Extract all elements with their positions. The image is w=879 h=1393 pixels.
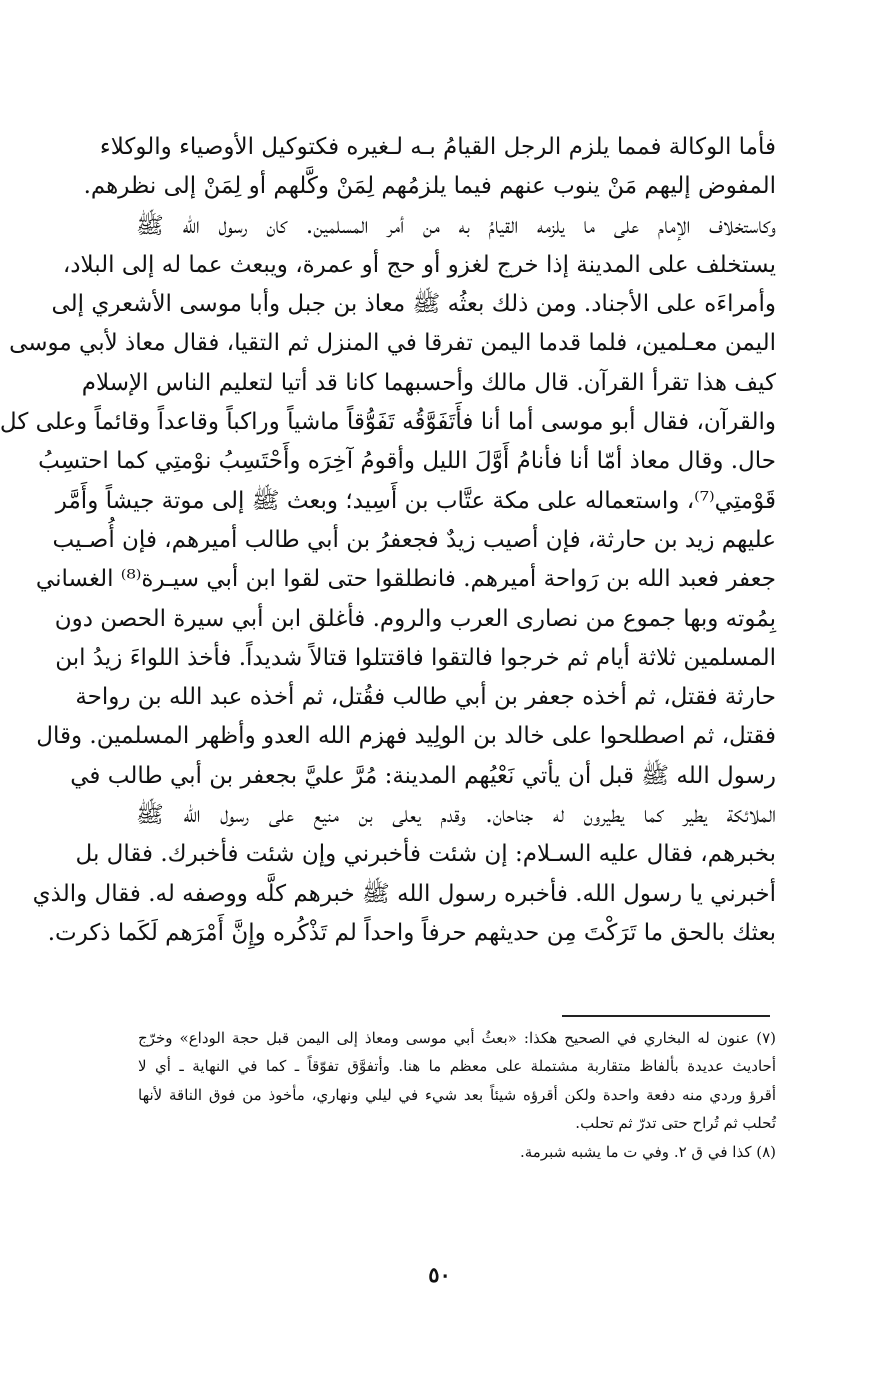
- text-line: فقتل، ثم اصطلحوا على خالد بن الولِيد فهزم الله العدو وأظهر المسلمين. وقال: [36, 723, 776, 750]
- text-line: وأمراءَه على الأجناد. ومن ذلك بعثُه ﷺ معاذ بن جبل وأبا موسى الأشعري إلى: [51, 291, 776, 318]
- text-line: حارثة فقتل، ثم أخذه جعفر بن أبي طالب فقُتل، ثم أخذه عبد الله بن رواحة: [75, 684, 776, 711]
- footnote-separator: [562, 1015, 770, 1017]
- text-line: بعثك بالحق ما تَرَكْتَ مِن حديثهم حرفاً واحداً لم تَذْكُره وإِنَّ أَمْرَهم لَكَما ذكرت.: [47, 919, 776, 946]
- text-line: الملائكة يطير كما يطيرون له جناحان. وقدم يعلى بن منيع على رسول الله ﷺ: [136, 802, 776, 829]
- text-line: المفوض إليهم مَنْ ينوب عنهم فيما يلزمُهم لِمَنْ وكَّلهم أو لِمَنْ إلى نظرهم.: [83, 173, 776, 200]
- text-line: رسول الله ﷺ قبل أن يأتي نَعْيُهم المدينة: مُرَّ عليَّ بجعفر بن أبي طالب في: [70, 762, 776, 789]
- text-line: حال. وقال معاذ أمّا أنا فأنامُ أَوَّلَ الليل وأقومُ آخِرَه وأَحْتَسِبُ نوْمتِي كما احتسِبُ: [38, 448, 776, 475]
- text-line: كيف هذا تقرأ القرآن. قال مالك وأحسبهما كانا قد أتيا لتعليم الناس الإسلام: [81, 369, 776, 396]
- text-line: عليهم زيد بن حارثة، فإن أصيب زيدٌ فجعفرُ بن أبي طالب أميرهم، فإن أُصـيب: [52, 526, 776, 553]
- text-line: يستخلف على المدينة إذا خرج لغزو أو حج أو عمرة، ويبعث عما له إلى البلاد،: [62, 251, 776, 278]
- footnote-line: أحاديث عديدة بألفاظ متقاربة مشتملة على معظم ما هنا. وأتفوَّق تفوّقاً ـ كما في النهاية ـ أي لا: [138, 1057, 776, 1076]
- text-line: جعفر فعبد الله بن رَواحة أميرهم. فانطلقوا حتى لقوا ابن أبي سيـرة⁽⁸⁾ الغساني: [35, 566, 776, 593]
- main-text-block: [0, 128, 776, 953]
- text-line: المسلمين ثلاثة أيام ثم خرجوا فالتقوا فاقتتلوا قتالاً شديداً. فأخذ اللواءَ زيدُ ابن: [55, 644, 776, 671]
- text-line: بخبرهم، فقال عليه السـلام: إن شئت فأخبرني وإن شئت فأخبرك. فقال بل: [75, 841, 776, 868]
- text-line: فأما الوكالة فمما يلزم الرجل القيامُ بـه لـغيره فكتوكيل الأوصياء والوكلاء: [99, 134, 776, 160]
- page-number: ٥٠: [428, 1262, 451, 1287]
- text-line: والقرآن، فقال أبو موسى أما أنا فأَتَفَوَّقُه تَفَوُّقاً ماشياً وراكباً وقاعداً وقائماً وعلى كل: [0, 409, 776, 436]
- footnotes-block: [138, 1024, 776, 1166]
- footnote-line: (٨) كذا في ق ٢. وفي ت ما يشبه شبرمة.: [520, 1142, 776, 1161]
- text-line: أخبرني يا رسول الله. فأخبره رسول الله ﷺ خبرهم كلَّه ووصفه له. فقال والذي: [32, 880, 776, 907]
- text-line: اليمن معـلمين، فلما قدما اليمن تفرقا في المنزل ثم التقيا، فقال معاذ لأبي موسى: [9, 330, 776, 357]
- footnote-line: أقرؤ وردي منه دفعة واحدة ولكن أقرؤه شيئاً بعد شيء في ليلي ونهاري، مأخوذ من فوق الناقة لأنها: [138, 1085, 776, 1104]
- text-line: قَوْمتِي⁽⁷⁾، واستعماله على مكة عتَّاب بن أَسِيد؛ وبعث ﷺ إلى موتة جيشاً وأَمَّر: [55, 487, 776, 514]
- footnote-line: (٧) عنون له البخاري في الصحيح هكذا: «بعثُ أبي موسى ومعاذ إلى اليمن قبل حجة الوداع» وخرّج: [138, 1029, 776, 1047]
- text-line: بِمُوته وبها جموع من نصارى العرب والروم. فأغلق ابن أبي سيرة الحصن دون: [54, 605, 776, 632]
- text-line: وكاستخلاف الإمام على ما يلزمه القيامُ به من أمر المسلمين. كان رسول الله ﷺ: [136, 212, 776, 239]
- footnote-line: تُحلب ثم تُراح حتى تدرّ ثم تحلب.: [575, 1114, 776, 1133]
